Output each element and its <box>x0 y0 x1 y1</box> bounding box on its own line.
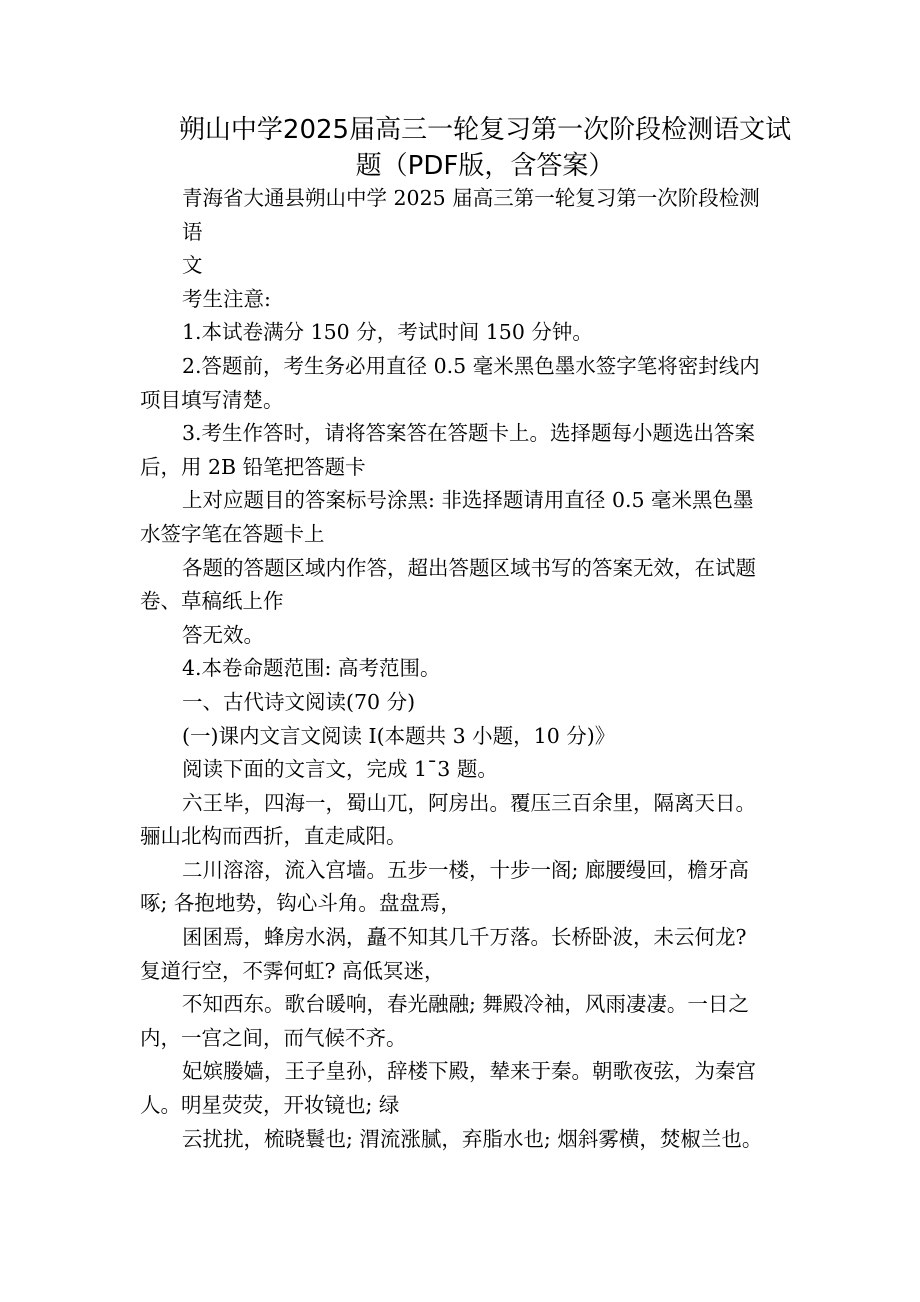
title-line-2: 题（PDF版，含答案） <box>355 151 615 181</box>
text-line: 3.考生作答时，请将答案答在答题卡上。选择题每小题选出答案 <box>182 421 756 446</box>
text-line: 啄; 各抱地势，钩心斗角。盘盘焉， <box>140 891 461 916</box>
text-line: 骊山北构而西折，直走咸阳。 <box>140 824 407 849</box>
text-line: 六王毕，四海一，蜀山兀，阿房出。覆压三百余里，隔离天日。 <box>182 790 756 815</box>
text-line: 1.本试卷满分 150 分，考试时间 150 分钟。 <box>182 320 593 345</box>
text-line: 一、古代诗文阅读(70 分) <box>182 689 416 714</box>
text-line: 各题的答题区域内作答，超出答题区域书写的答案无效，在试题 <box>182 555 756 580</box>
text-line: 文 <box>182 253 203 278</box>
text-line: 后，用 2B 铅笔把答题卡 <box>140 454 366 479</box>
text-line: 复道行空，不霁何虹? 高低冥迷， <box>140 958 445 983</box>
text-line: 不知西东。歌台暖响，春光融融; 舞殿冷袖，风雨凄凄。一日之 <box>182 992 749 1017</box>
text-line: 云扰扰，梳晓鬟也; 渭流涨腻，弃脂水也; 烟斜雾横，焚椒兰也。 <box>182 1126 763 1151</box>
text-line: 内，一宫之间，而气候不齐。 <box>140 1025 407 1050</box>
text-line: 语 <box>182 219 203 244</box>
text-line: 卷、草稿纸上作 <box>140 589 284 614</box>
text-line: 4.本卷命题范围: 高考范围。 <box>182 656 441 681</box>
text-line: 2.答题前，考生务必用直径 0.5 毫米黑色墨水签字笔将密封线内 <box>182 353 760 378</box>
text-line: 人。明星荧荧，开妆镜也; 绿 <box>140 1093 400 1118</box>
document-body <box>140 182 785 1156</box>
title-line-1: 朔山中学2025届高三一轮复习第一次阶段检测语文试 <box>178 115 792 145</box>
text-line: 项目填写清楚。 <box>140 387 284 412</box>
text-line: 考生注意: <box>182 286 271 311</box>
text-line: 水签字笔在答题卡上 <box>140 521 325 546</box>
text-line: 妃嫔媵嫱，王子皇孙，辞楼下殿，辇来于秦。朝歌夜弦，为秦宫 <box>182 1059 756 1084</box>
text-line: 青海省大通县朔山中学 2025 届高三第一轮复习第一次阶段检测 <box>182 186 760 210</box>
text-line: 答无效。 <box>182 622 264 647</box>
document-title <box>140 112 830 184</box>
text-line: 二川溶溶，流入宫墙。五步一楼，十步一阁; 廊腰缦回，檐牙高 <box>182 857 749 882</box>
text-line: 阅读下面的文言文，完成 1¯3 题。 <box>182 757 498 782</box>
text-line: 上对应题目的答案标号涂黑: 非选择题请用直径 0.5 毫米黑色墨 <box>182 488 754 513</box>
text-line: 囷囷焉，蜂房水涡，矗不知其几千万落。长桥卧波，未云何龙? <box>182 925 747 950</box>
text-line: (一)课内文言文阅读 I(本题共 3 小题，10 分)》 <box>182 723 616 748</box>
